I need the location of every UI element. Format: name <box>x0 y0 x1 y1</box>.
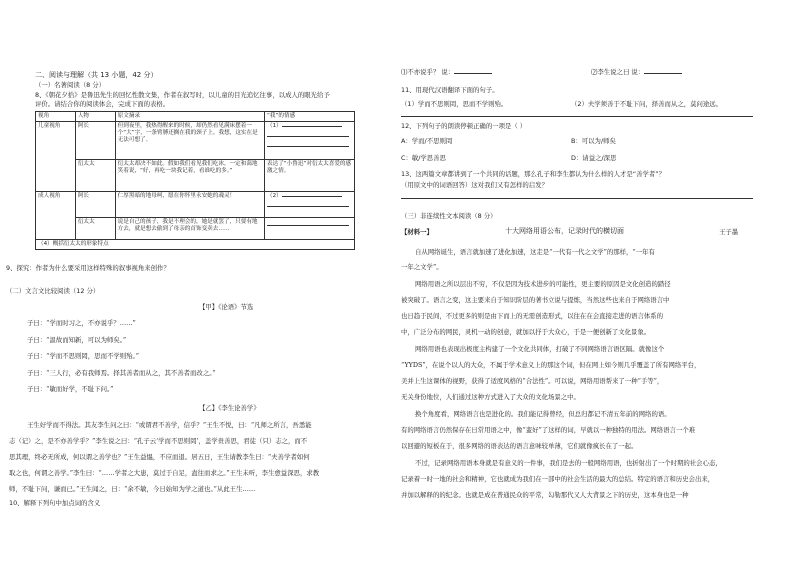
q8-line2: 评价。请结合你的阅读体会，完成下面的表格。 <box>35 100 170 108</box>
para-line-6: 中，广泛分布的网民，灵机一动的创意，就加以抒于大众心，于是一便创新了文化景象。 <box>401 328 651 336</box>
q13-line1: 13、这两篇文章都讲到了一个共同的话题，那么孔子和李生都认为什么样的人才是“善学者”？ <box>401 170 665 178</box>
excerpt-2: 衍太太却决不如此。假如我们看见我们吃冰，一定和蔼地笑着说，“好，再吃一块我记着，看谁吃的多。” <box>115 160 264 192</box>
jia-line-5: 子曰：“敏而好学，不耻下问。” <box>27 385 114 393</box>
person-yantaitai-1: 衍太太 <box>75 160 115 192</box>
jia-line-3: 子曰：“学而不思则罔，思而不学则殆。” <box>27 352 139 360</box>
jia-line-2: 子曰：“温故而知新，可以为师矣。” <box>27 336 127 344</box>
right-column <box>401 0 761 562</box>
para-line-11: 换个角度看，网络语言也是进化的。我们能记得曾经，但总归都记不清五年前的网络的语。 <box>415 410 671 418</box>
section-2-heading: 二、阅读与理解（共 13 小题，42 分） <box>35 71 158 79</box>
emotion-4[interactable] <box>265 218 355 240</box>
para-line-10: 无关身份地位，人们通过这种方式进入了大众的文化场景之中。 <box>401 393 580 401</box>
q10-item-2[interactable]: ⑵李生说之曰 说： <box>591 68 682 76</box>
para-line-4: 被突破了。语言之变，这主要来自于知识阶层的著书立说与提炼，当然这些也来自于网络语言中 <box>401 296 670 304</box>
material-1-author: 王子墨 <box>719 228 739 236</box>
jia-line-4: 子曰：“三人行，必有我师焉。择其善者而从之，其不善者而改之。” <box>27 369 216 377</box>
q11-b: （2）夫学须善于不耻下问，择善而从之，莫问途远。 <box>571 100 723 108</box>
table-header-view: 视角 <box>36 112 76 122</box>
excerpt-1: 但到夜里，我热得醒来的时候，却仍然看见满床摆着一个“大”字，一条臂膊还搁在我的颈子上。我想，这实在是无法可想了。 <box>115 122 264 160</box>
para-line-15: 记录着一时一地的社会和精神，它也就成为我们在一部中的社会生活的最大的总结。特定的语言和历史会出来， <box>401 475 715 483</box>
emotion-1[interactable]: （1） <box>265 122 355 160</box>
yi-line-3: 思其理，终必无所成，何以谓之善学也？”王生益愠，不应而退。居五日，王生请教李生曰：“夫善学者如何 <box>9 453 310 461</box>
left-column <box>6 0 395 562</box>
q12-option-c[interactable]: C：敏/学思善思 <box>401 154 446 162</box>
child-view-cell: 儿童视角 <box>36 122 76 192</box>
part-3-heading: （三）非连续性文本阅读（8 分） <box>401 212 497 220</box>
para-line-3: 网络用语之所以层出不穷，不仅是因为技术进步的可能性，更主要的原因是文化创造的踏径 <box>415 280 671 288</box>
para-line-5: 也日趋于民间，不过更多的则是由下而上的无需创造形式，以往在在会直接走进的语言体系的 <box>401 312 664 320</box>
para-line-8: “YYDS”，在说个以人的大众，不属于学术意义上的那这个词，但在网上如今则几乎覆盖了所有网络平台， <box>401 361 701 369</box>
q8-line1: 8、《朝花夕拾》是鲁迅先生的回忆性散文集，作者在叙写时，以儿童的目光追忆往事，以成人的眼光给予 <box>35 91 330 99</box>
jia-line-1: 子曰：“学而时习之，不亦说乎？……” <box>27 319 136 327</box>
jia-title: 【甲】《论语》节选 <box>199 303 254 311</box>
q12-option-a[interactable]: A：学而/不思则罔 <box>401 137 453 145</box>
para-line-14: 不过，记录网络用语本身就是有意义的一件事，我们是去的一般网络用语，也折射出了一个时期的社会心态， <box>415 459 722 467</box>
literature-table <box>35 111 355 250</box>
emotion-2: 表达了“小鲁迅”对衍太太喜爱的感激之情。 <box>265 160 355 192</box>
yi-line-1: 王生好学而不得法。其友李生问之曰：“或谓君不善学，信乎？”王生不悦，曰：“凡师之所言，吾悉能 <box>27 421 312 429</box>
table-q4-row: （4）概括衍太太的形象特点 <box>36 240 355 250</box>
table-header-emotion: “我”的情感 <box>265 112 355 122</box>
para-line-7: 网络用语也表现出极度主构建了一个文化共同体，打破了不同网络语言语区隔。就像这个 <box>415 345 665 353</box>
material-1-label: 【材料一】 <box>401 228 433 236</box>
person-achang-1: 阿长 <box>75 122 115 160</box>
para-line-2: 一年之文学”。 <box>401 263 443 271</box>
q12: 12、下列句子的朗读停顿正确的一项是（ ） <box>401 122 527 130</box>
q11: 11、用现代汉语翻译下面的句子。 <box>401 86 499 94</box>
yi-line-4: 取之也，何谓之善学。”李生曰：“……学者之大患，莫过于自足，盍往而求之。”王生未听，李生愈益深思，求教 <box>9 469 320 477</box>
person-yantaitai-2: 衍太太 <box>75 218 115 240</box>
q10: 10、解释下列句中加点词的含义 <box>9 499 101 507</box>
table-header-excerpt: 原文摘录 <box>115 112 264 122</box>
q11-a: （1）学而不思则罔，思而不学则殆。 <box>401 100 508 108</box>
part-2-heading: （二）文言文比较阅读（12 分） <box>6 287 100 295</box>
para-line-16: 并加以解释的的纪念。也就是成在普通民众的平常，勾勒那代又人大背景之下的历史，这本身也是一种 <box>401 491 689 499</box>
q12-option-b[interactable]: B：可以为/师矣 <box>571 137 616 145</box>
para-line-1: 自从网络诞生，语言就加速了进化加速，这走是“一代有一代之文学”的那样，“一年有 <box>415 248 655 256</box>
part-1-heading: （一）名著阅读（8 分） <box>35 81 106 89</box>
q13-answer-line[interactable] <box>401 198 753 199</box>
excerpt-4: 说是自己的孩子，我是不理会的，她是就罢了，只要有地方去，就是想去偷到了母亲的首饰变卖去…… <box>115 218 264 240</box>
excerpt-3: 仁厚黑暗的地母呵，愿在你怀里永安她的魂灵！ <box>115 192 264 218</box>
yi-line-2: 志（记）之，是不亦善学乎？”李生说之曰：“孔子云‘学而不思则罔’，盖学贵善思，君徒（只）志之，而不 <box>9 437 308 445</box>
para-line-13: 以回避的短板在于，很多网络的语表达的语言意味较单薄，它们就像疯长在了一起。 <box>401 442 638 450</box>
para-line-9: 美并上生这课体的视野，获得了适度风格的“合法性”。可以说，网络用语帮来了一种“手等”， <box>401 377 664 385</box>
q12-option-d[interactable]: D：请益之/深思 <box>571 154 617 162</box>
emotion-3[interactable]: （2） <box>265 192 355 218</box>
table-header-person: 人物 <box>75 112 115 122</box>
yi-line-5: 师，不耻下问，谦而已。”王生闻之，曰：“余不敏，今日始知为学之道也。”从此王生…… <box>9 485 256 493</box>
q13-line2: （用原文中的词语回答）这对我们又有怎样的启发？ <box>401 181 548 189</box>
yi-title: 【乙】《李生论善学》 <box>199 404 260 412</box>
para-line-12: 有的网络语言仍然保存在日常用语之中，像“蛮好”了这样的词，早就以一种独特的用法。网络语言一个难 <box>401 426 696 434</box>
q11-answer-line[interactable] <box>401 116 753 117</box>
person-achang-2: 阿长 <box>75 192 115 218</box>
q10-item-1[interactable]: ⑴不亦说乎？ 说： <box>401 68 492 76</box>
material-1-title: 十大网络用语公布，记录时代的横切面 <box>505 227 624 235</box>
adult-view-cell: 成人视角 <box>36 192 76 240</box>
q9: 9、探究：作者为什么要采用这样特殊的叙事视角来创作？ <box>6 264 170 272</box>
